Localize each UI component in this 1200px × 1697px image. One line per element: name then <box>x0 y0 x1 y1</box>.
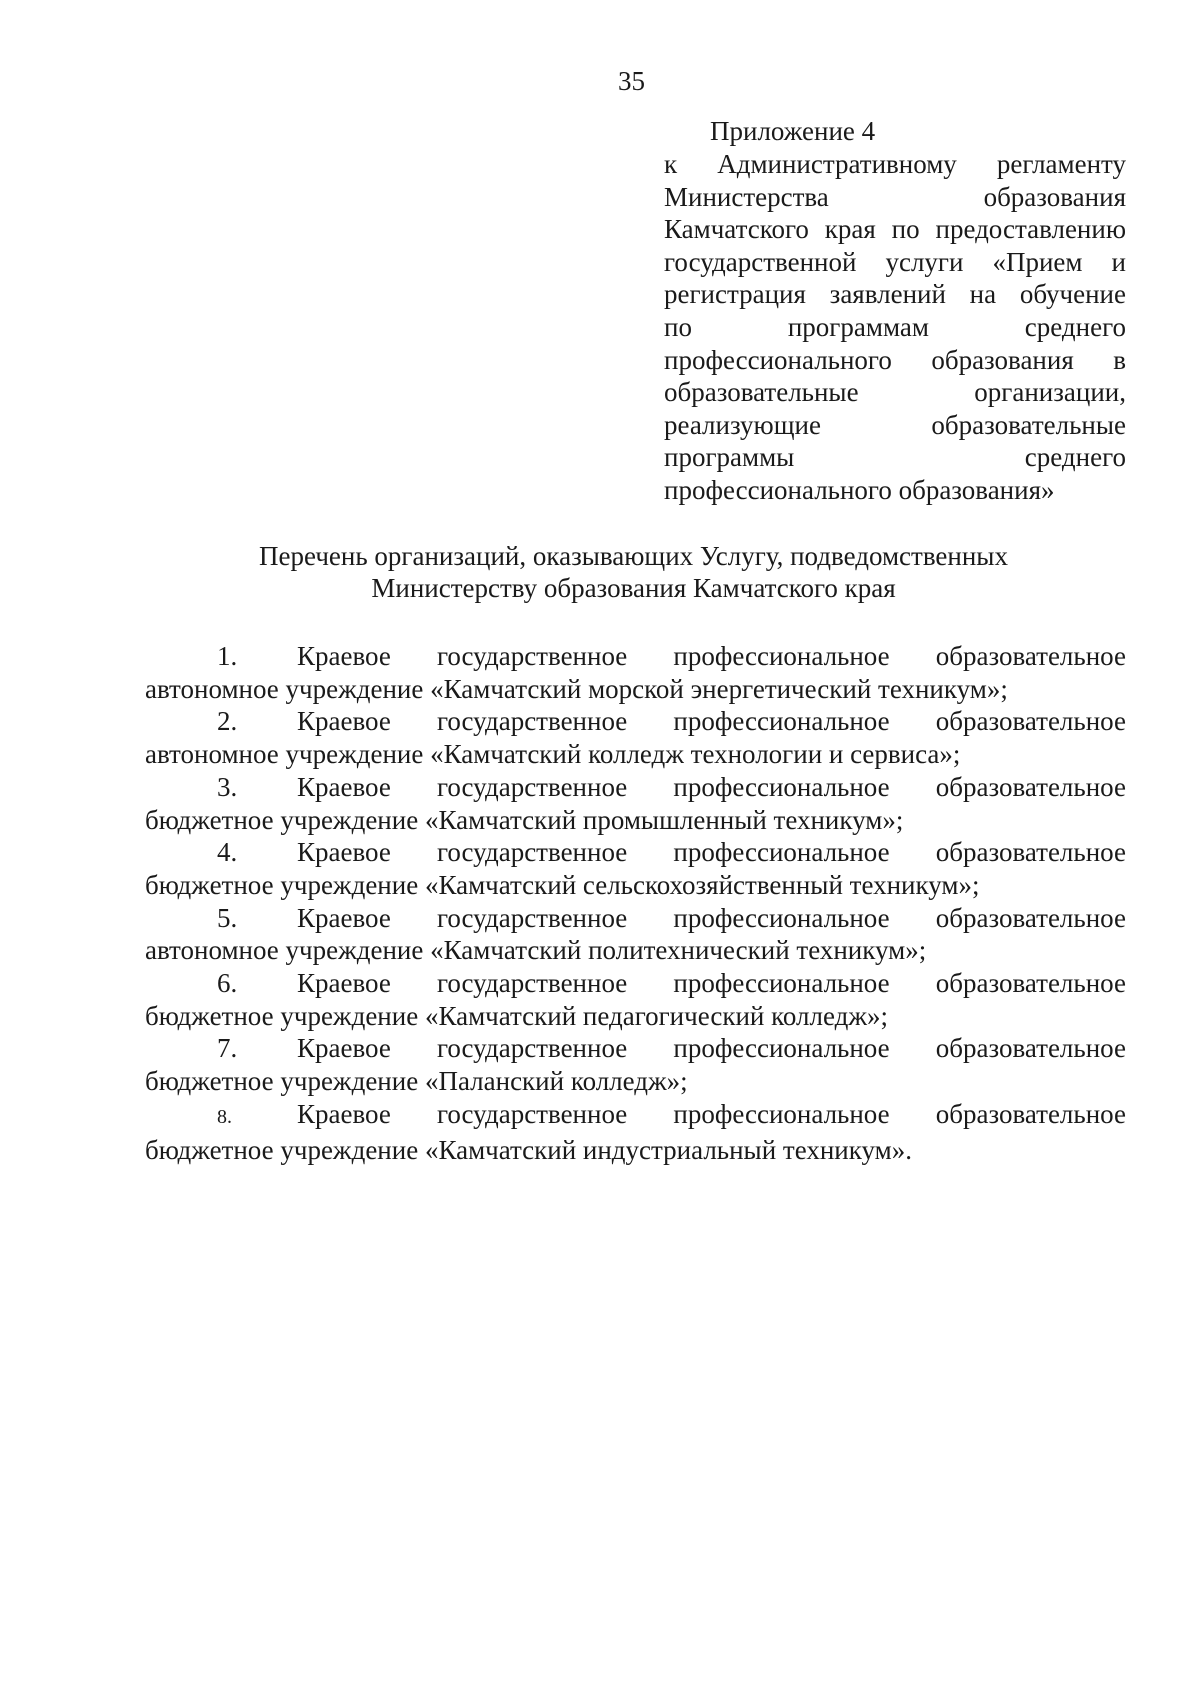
organization-word: Краевое <box>297 968 391 999</box>
organization-word: государственное <box>436 771 628 802</box>
organization-word: образовательное <box>935 706 1126 737</box>
appendix-line: программы среднего <box>664 442 1126 473</box>
organization-number: 6. <box>217 968 238 999</box>
organization-name: автономное учреждение «Камчатский политехнический техникум»; <box>145 935 927 966</box>
organization-name: автономное учреждение «Камчатский морской энергетический техникум»; <box>145 673 1008 704</box>
organization-word: образовательное <box>935 968 1126 999</box>
organization-item-first-line <box>145 967 1126 1000</box>
organization-item-first-line <box>145 705 1126 738</box>
organization-number: 1. <box>217 641 238 671</box>
organization-item <box>145 836 1126 901</box>
list-heading <box>0 540 1200 604</box>
organization-word: образовательное <box>935 641 1126 671</box>
organization-number: 8. <box>217 1105 232 1128</box>
organization-word: Краевое <box>297 641 391 671</box>
organization-name: бюджетное учреждение «Камчатский промышленный техникум»; <box>145 804 904 835</box>
appendix-line: профессионального образования» <box>664 474 1055 505</box>
organization-name: бюджетное учреждение «Камчатский индустриальный техникум». <box>145 1134 912 1165</box>
appendix-line: образовательные организации, <box>664 377 1126 408</box>
organization-word: Краевое <box>297 1033 391 1064</box>
appendix-line: Министерства образования <box>664 181 1126 212</box>
appendix-line: к Административному регламенту <box>664 149 1126 179</box>
organization-name: бюджетное учреждение «Камчатский сельскохозяйственный техникум»; <box>145 869 980 900</box>
organization-word: профессиональное <box>673 837 890 868</box>
appendix-line: профессионального образования в <box>664 344 1126 375</box>
organization-word: государственное <box>436 902 628 933</box>
organization-word: Краевое <box>297 902 391 933</box>
organization-word: профессиональное <box>673 902 890 933</box>
appendix-line: по программам среднего <box>664 311 1126 342</box>
organization-word: образовательное <box>935 902 1126 933</box>
appendix-line: государственной услуги «Прием и <box>664 246 1126 277</box>
organization-number: 7. <box>217 1033 238 1064</box>
organization-item <box>145 705 1126 770</box>
organization-word: государственное <box>436 968 628 999</box>
organization-item-first-line <box>145 1098 1126 1134</box>
organization-word: профессиональное <box>673 641 890 671</box>
organization-word: профессиональное <box>673 1033 890 1064</box>
organization-number: 4. <box>217 837 238 868</box>
organization-item <box>145 640 1126 705</box>
organization-number: 3. <box>217 771 238 802</box>
organization-word: образовательное <box>935 1033 1126 1064</box>
organization-word: государственное <box>436 1098 628 1129</box>
organization-word: Краевое <box>297 771 391 802</box>
organization-word: Краевое <box>297 706 391 737</box>
organization-name: автономное учреждение «Камчатский колледж технологии и сервиса»; <box>145 739 961 770</box>
organization-word: государственное <box>436 706 628 737</box>
organization-word: профессиональное <box>673 1098 890 1129</box>
organization-item <box>145 1032 1126 1097</box>
organization-item-first-line <box>145 836 1126 869</box>
organization-item <box>145 902 1126 967</box>
appendix-line: реализующие образовательные <box>664 409 1126 440</box>
organization-word: профессиональное <box>673 771 890 802</box>
organization-item-first-line <box>145 902 1126 935</box>
organization-number: 2. <box>217 706 238 737</box>
organization-word: Краевое <box>297 1098 391 1129</box>
organization-word: образовательное <box>935 837 1126 868</box>
appendix-line: регистрация заявлений на обучение <box>664 279 1126 310</box>
appendix-title: Приложение 4 <box>710 116 876 146</box>
organization-word: профессиональное <box>673 968 890 999</box>
appendix-reference <box>664 148 1126 507</box>
organization-list <box>145 640 1126 1166</box>
list-heading-line: Перечень организаций, оказывающих Услугу, подведомственных <box>259 541 1008 571</box>
organization-item <box>145 771 1126 836</box>
list-heading-line: Министерству образования Камчатского края <box>371 573 896 603</box>
organization-item-first-line <box>145 771 1126 804</box>
appendix-line: Камчатского края по предоставлению <box>664 214 1126 245</box>
organization-word: образовательное <box>935 771 1126 802</box>
organization-item-first-line <box>145 640 1126 673</box>
organization-word: профессиональное <box>673 706 890 737</box>
organization-item <box>145 967 1126 1032</box>
page-number: 35 <box>618 66 645 96</box>
organization-name: бюджетное учреждение «Паланский колледж»; <box>145 1066 688 1097</box>
organization-word: государственное <box>436 641 628 671</box>
organization-word: государственное <box>436 837 628 868</box>
organization-item-first-line <box>145 1032 1126 1065</box>
organization-item <box>145 1098 1126 1166</box>
organization-name: бюджетное учреждение «Камчатский педагогический колледж»; <box>145 1000 888 1031</box>
organization-word: государственное <box>436 1033 628 1064</box>
organization-word: Краевое <box>297 837 391 868</box>
organization-number: 5. <box>217 902 238 933</box>
organization-word: образовательное <box>935 1098 1126 1129</box>
